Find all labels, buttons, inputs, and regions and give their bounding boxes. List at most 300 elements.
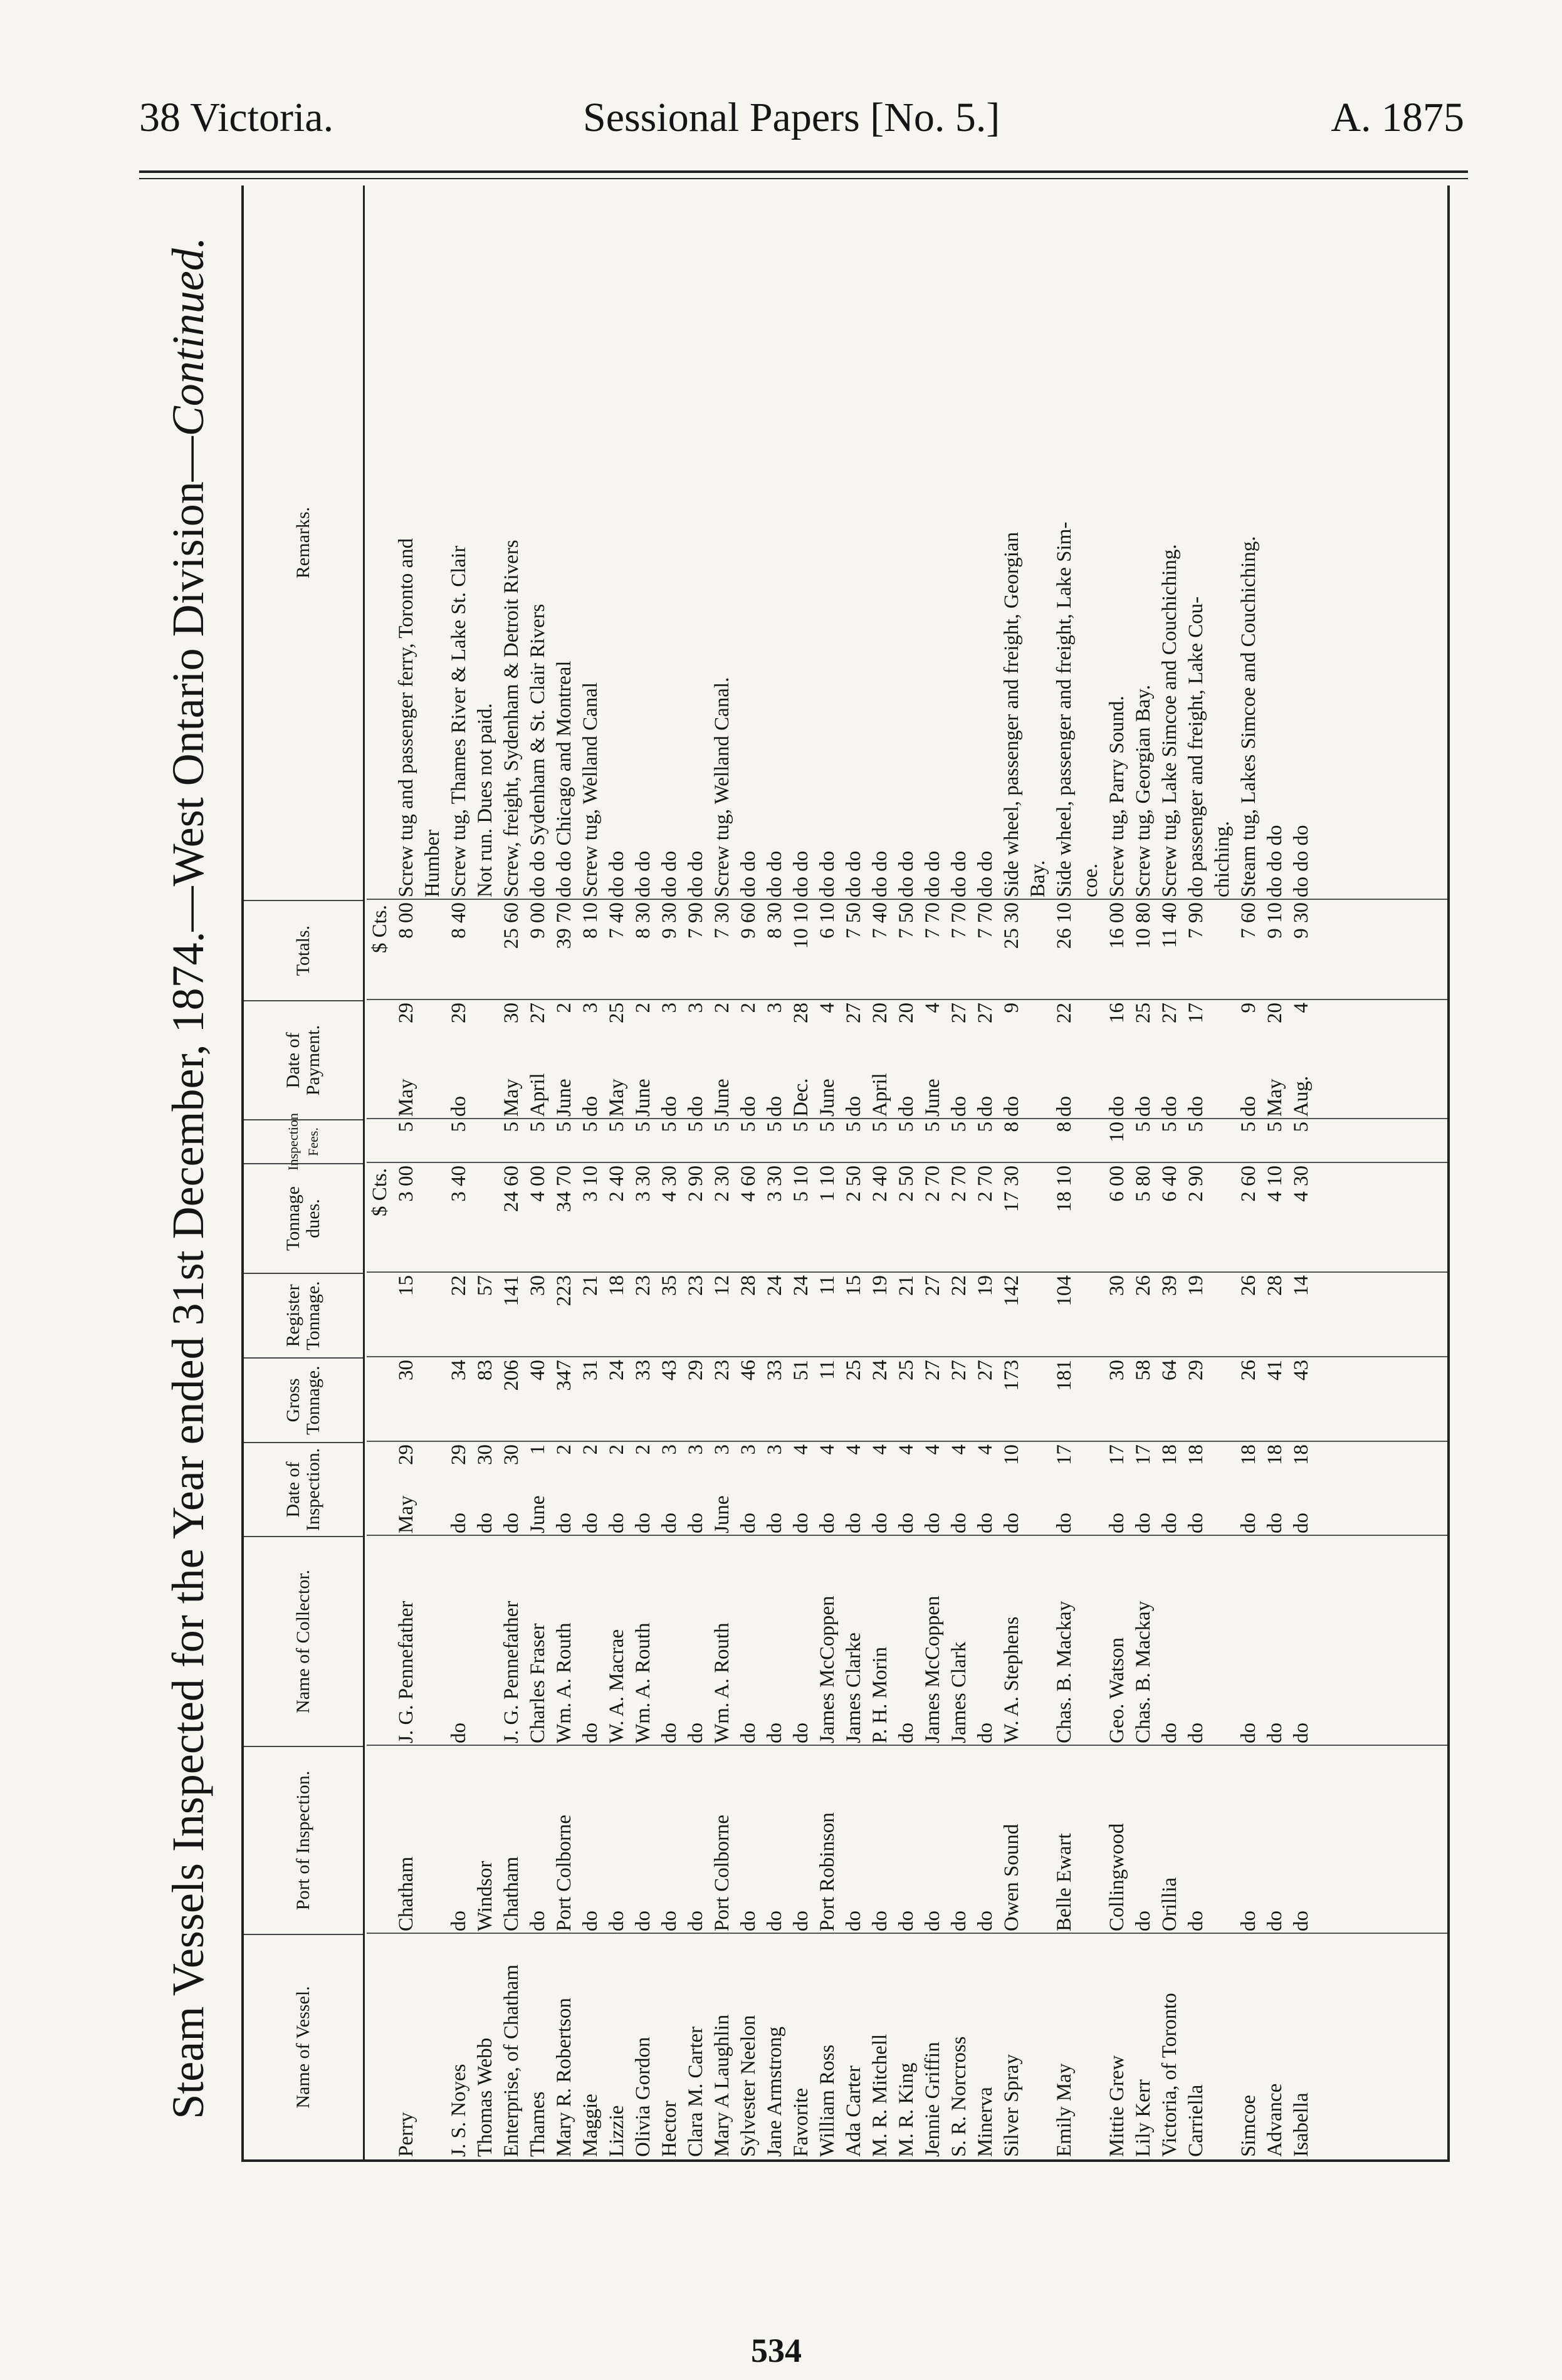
cell-pay-day: 2 [553, 1003, 575, 1013]
cell-insp-day: 17 [1132, 1444, 1155, 1465]
cell-pay-month: June [711, 1078, 733, 1117]
cell-dues: 5 10 [790, 1166, 812, 1202]
cell-collector: Charles Fraser [527, 1623, 549, 1743]
cell-pay-month: do [1000, 1096, 1023, 1117]
table-row [1025, 185, 1051, 2159]
cell-pay-day: 2 [737, 1003, 760, 1013]
col-register-tonnage: Register Tonnage. [244, 1273, 363, 1357]
cell-collector: J. G. Pennefather [500, 1600, 523, 1743]
cell-total: 7 30 [711, 902, 733, 939]
cell-collector: James Clarke [842, 1632, 865, 1743]
cell-total: 9 30 [1290, 902, 1313, 939]
cell-vessel: Mary R. Robertson [553, 1998, 575, 2157]
cell-port: do [1185, 1911, 1207, 1931]
cell-register: 19 [869, 1275, 891, 1296]
cell-insp-day: 2 [605, 1444, 628, 1455]
table-row [946, 185, 972, 2159]
cell-remarks: do do [974, 850, 997, 897]
cell-total: 7 40 [605, 902, 628, 939]
cell-remarks: do do [869, 850, 891, 897]
cell-total: 11 40 [1158, 902, 1181, 949]
cell-total: 8 30 [632, 902, 654, 939]
cell-fees: 5 [1158, 1122, 1181, 1132]
table-row [630, 185, 656, 2159]
cell-gross: 43 [658, 1360, 681, 1381]
cell-pay-month: April [527, 1073, 549, 1117]
cell-register: 26 [1132, 1275, 1155, 1296]
cell-collector: P. H. Morin [869, 1646, 891, 1743]
cell-vessel: William Ross [816, 2044, 839, 2157]
cell-register: 15 [842, 1275, 865, 1296]
cell-pay-day: 9 [1237, 1003, 1260, 1013]
cell-fees: 5 [579, 1122, 602, 1132]
cell-remarks: Screw tug, Welland Canal. [711, 677, 733, 897]
cell-dues: 2 30 [711, 1166, 733, 1202]
cell-insp-month: do [500, 1513, 523, 1533]
cell-vessel: Lily Kerr [1132, 2079, 1155, 2157]
cell-collector: do [790, 1723, 812, 1743]
cell-gross: 25 [895, 1360, 918, 1381]
cell-insp-month: do [448, 1513, 470, 1533]
cell-gross: 206 [500, 1360, 523, 1391]
table-row [419, 185, 446, 2159]
cell-vessel: Minerva [974, 2087, 997, 2157]
cell-total: 7 70 [948, 902, 970, 939]
cell-insp-month: do [842, 1513, 865, 1533]
cell-remarks: Side wheel, passenger and freight, Lake Sim- [1053, 521, 1076, 897]
cell-total: 9 30 [658, 902, 681, 939]
cell-insp-month: do [1264, 1513, 1286, 1533]
cell-register: 21 [895, 1275, 918, 1296]
cell-pay-month: June [632, 1078, 654, 1117]
cell-remarks: Humber [421, 829, 444, 897]
cell-gross: 33 [763, 1360, 786, 1381]
table-row [735, 185, 762, 2159]
cell-pay-day: 20 [895, 1003, 918, 1023]
cell-remarks: do do [790, 850, 812, 897]
cell-collector: Chas. B. Mackay [1053, 1600, 1076, 1743]
cell-register: 27 [921, 1275, 944, 1296]
cell-insp-month: do [1000, 1513, 1023, 1533]
cell-total: 7 90 [1185, 902, 1207, 939]
cell-port: do [527, 1911, 549, 1931]
table-row [1130, 185, 1156, 2159]
table-row [604, 185, 630, 2159]
cell-vessel: Thomas Webb [474, 2037, 496, 2157]
cell-pay-month: do [1132, 1096, 1155, 1117]
cell-collector: James Clark [948, 1641, 970, 1743]
cell-total: 16 00 [1106, 902, 1128, 949]
table-row [893, 185, 920, 2159]
cell-port: do [632, 1911, 654, 1931]
col-vessel-name: Name of Vessel. [244, 1934, 363, 2159]
cell-pay-month: do [1053, 1096, 1076, 1117]
cell-gross: 51 [790, 1360, 812, 1381]
cell-dues: 3 10 [579, 1166, 602, 1202]
cell-vessel: Clara M. Carter [684, 2026, 707, 2157]
cell-remarks: Side wheel, passenger and freight, Georgian [1000, 531, 1023, 897]
cell-port: Port Colborne [553, 1814, 575, 1931]
cell-dues: 2 70 [921, 1166, 944, 1202]
cell-remarks: Screw tug, Thames River & Lake St. Clair [448, 545, 470, 897]
cell-pay-day: 20 [1264, 1003, 1286, 1023]
cell-collector: do [1158, 1723, 1181, 1743]
cell-dues: 2 40 [869, 1166, 891, 1202]
cell-pay-month: do [1185, 1096, 1207, 1117]
cell-pay-month: do [448, 1096, 470, 1117]
cell-collector: James McCoppen [921, 1595, 944, 1743]
cell-pay-day: 28 [790, 1003, 812, 1023]
cell-gross: 25 [842, 1360, 865, 1381]
cell-dues: 2 90 [684, 1166, 707, 1202]
cell-register: 223 [553, 1275, 575, 1307]
cell-insp-day: 30 [500, 1444, 523, 1465]
cell-remarks: Screw tug, Welland Canal [579, 682, 602, 897]
table-row [1288, 185, 1314, 2159]
table-row [1077, 185, 1104, 2159]
cell-insp-month: do [895, 1513, 918, 1533]
cell-pay-day: 27 [948, 1003, 970, 1023]
cell-insp-month: do [1132, 1513, 1155, 1533]
table-title [141, 219, 235, 2137]
cell-dues: 6 40 [1158, 1166, 1181, 1202]
cell-total: 7 70 [974, 902, 997, 939]
cell-gross: 46 [737, 1360, 760, 1381]
cell-pay-day: 3 [763, 1003, 786, 1013]
cell-pay-month: June [921, 1078, 944, 1117]
cell-register: 18 [605, 1275, 628, 1296]
cell-gross: 11 [816, 1360, 839, 1380]
cell-fees: 5 [1132, 1122, 1155, 1132]
cell-insp-day: 2 [579, 1444, 602, 1455]
page-number: 534 [751, 2332, 802, 2369]
cell-gross: 41 [1264, 1360, 1286, 1381]
table-row [762, 185, 788, 2159]
cell-register: 24 [763, 1275, 786, 1296]
cell-fees: 5 [448, 1122, 470, 1132]
cell-gross: 24 [605, 1360, 628, 1381]
cell-gross: 40 [527, 1360, 549, 1381]
col-totals: Totals. [244, 900, 363, 1000]
cell-port: Belle Ewart [1053, 1833, 1076, 1931]
cell-port: do [737, 1911, 760, 1931]
cell-gross: 26 [1237, 1360, 1260, 1381]
cell-pay-month: do [842, 1096, 865, 1117]
cell-vessel: M. R. Mitchell [869, 2033, 891, 2157]
cell-insp-month: do [474, 1513, 496, 1533]
cell-fees: 5 [816, 1122, 839, 1132]
cell-dues: 3 00 [395, 1166, 417, 1202]
cell-remarks: coe. [1079, 863, 1102, 897]
cell-insp-month: do [632, 1513, 654, 1533]
cell-dues: 4 60 [737, 1166, 760, 1202]
cell-total: 25 30 [1000, 902, 1023, 949]
cell-gross: 23 [711, 1360, 733, 1381]
cell-remarks: do do Sydenham & St. Clair Rivers [527, 603, 549, 897]
table-title-continued: Continued. [163, 237, 213, 437]
cell-port: Collingwood [1106, 1823, 1128, 1931]
cell-insp-day: 18 [1158, 1444, 1181, 1465]
table-row [656, 185, 683, 2159]
cell-total: 6 10 [816, 902, 839, 939]
col-gross-tonnage: Gross Tonnage. [244, 1357, 363, 1442]
cell-dues: 6 00 [1106, 1166, 1128, 1202]
cell-register: 12 [711, 1275, 733, 1296]
cell-pay-month: do [974, 1096, 997, 1117]
cell-insp-month: June [711, 1495, 733, 1533]
table-title-main: Steam Vessels Inspected for the Year ended 31st December, 1874.—West Ontario Division— [163, 436, 213, 2119]
cell-register: 19 [1185, 1275, 1207, 1296]
cell-dues: 17 30 [1000, 1166, 1023, 1213]
cell-dues: 34 70 [553, 1166, 575, 1213]
cell-pay-day: 22 [1053, 1003, 1076, 1023]
cell-port: do [790, 1911, 812, 1931]
cell-port: do [869, 1911, 891, 1931]
cell-pay-month: do [1237, 1096, 1260, 1117]
cell-dues: 2 50 [842, 1166, 865, 1202]
cell-pay-month: do [658, 1096, 681, 1117]
cell-remarks: do do [737, 850, 760, 897]
cell-dues: 2 70 [974, 1166, 997, 1202]
cell-remarks: Screw tug, Lake Simcoe and Couchiching. [1158, 544, 1181, 897]
cell-port: do [1132, 1911, 1155, 1931]
cell-fees: 10 [1106, 1122, 1128, 1142]
cell-fees: 5 [869, 1122, 891, 1132]
cell-pay-day: 4 [921, 1003, 944, 1013]
cell-collector: do [684, 1723, 707, 1743]
cell-pay-day: 16 [1106, 1003, 1128, 1023]
cell-register: 21 [579, 1275, 602, 1296]
cell-vessel: Favorite [790, 2088, 812, 2157]
table-row [525, 185, 551, 2159]
cell-pay-day: 17 [1185, 1003, 1207, 1023]
cell-pay-month: do [948, 1096, 970, 1117]
cell-total: 7 50 [895, 902, 918, 939]
cell-insp-day: 3 [658, 1444, 681, 1455]
cell-pay-month: Dec. [790, 1078, 812, 1117]
cell-gross: 34 [448, 1360, 470, 1381]
cell-insp-month: do [974, 1513, 997, 1533]
cell-gross: 29 [1185, 1360, 1207, 1381]
cell-pay-day: 4 [1290, 1003, 1313, 1013]
cell-register: 22 [948, 1275, 970, 1296]
cell-pay-month: do [763, 1096, 786, 1117]
cell-insp-month: do [1106, 1513, 1128, 1533]
cell-insp-month: do [763, 1513, 786, 1533]
cell-gross: 43 [1290, 1360, 1313, 1381]
cell-pay-day: 27 [1158, 1003, 1181, 1023]
table-row [1104, 185, 1130, 2159]
cell-vessel: Carriella [1185, 2084, 1207, 2157]
cell-register: 28 [737, 1275, 760, 1296]
cell-gross: 64 [1158, 1360, 1181, 1381]
cell-total: 8 00 [395, 902, 417, 939]
cell-gross: 173 [1000, 1360, 1023, 1391]
cell-remarks: Screw tug, Parry Sound. [1106, 696, 1128, 897]
cell-pay-day: 20 [869, 1003, 891, 1023]
cell-pay-day: 9 [1000, 1003, 1023, 1013]
cell-remarks: do do [763, 850, 786, 897]
cell-collector: W. A. Macrae [605, 1629, 628, 1743]
cell-pay-day: 29 [448, 1003, 470, 1023]
cell-register: 141 [500, 1275, 523, 1307]
cell-register: 104 [1053, 1275, 1076, 1307]
table-row [1235, 185, 1262, 2159]
col-port: Port of Inspection. [244, 1746, 363, 1934]
table-header [244, 185, 365, 2159]
table-row [577, 185, 604, 2159]
cell-insp-day: 4 [790, 1444, 812, 1455]
cell-pay-month: April [869, 1073, 891, 1117]
cell-pay-month: June [816, 1078, 839, 1117]
cell-register: 23 [632, 1275, 654, 1296]
cell-vessel: Olivia Gordon [632, 2037, 654, 2157]
cell-gross: 181 [1053, 1360, 1076, 1391]
cell-fees: 5 [1264, 1122, 1286, 1132]
cell-port: do [921, 1911, 944, 1931]
cell-remarks: chiching. [1211, 821, 1234, 897]
header-volume: 38 Victoria. [139, 95, 334, 140]
table-row [1051, 185, 1077, 2159]
cell-insp-month: do [579, 1513, 602, 1533]
cell-insp-day: 2 [632, 1444, 654, 1455]
table-row [788, 185, 814, 2159]
cell-vessel: Silver Spray [1000, 2054, 1023, 2157]
cell-dues: 3 30 [632, 1166, 654, 1202]
cell-fees: 5 [1290, 1122, 1313, 1132]
cell-collector: Chas. B. Mackay [1132, 1600, 1155, 1743]
cell-vessel: M. R. King [895, 2062, 918, 2157]
cell-fees: 5 [553, 1122, 575, 1132]
cell-collector: do [1290, 1723, 1313, 1743]
cell-collector: Wm. A. Routh [553, 1622, 575, 1743]
table-row [472, 185, 498, 2159]
cell-fees: 5 [737, 1122, 760, 1132]
cell-collector: do [737, 1723, 760, 1743]
cell-vessel: Maggie [579, 2094, 602, 2157]
cell-insp-month: June [527, 1495, 549, 1533]
cell-vessel: J. S. Noyes [448, 2064, 470, 2157]
header-year: A. 1875 [1331, 95, 1464, 140]
cell-insp-day: 4 [948, 1444, 970, 1455]
cell-fees: 5 [974, 1122, 997, 1132]
cell-vessel: Jennie Griffin [921, 2042, 944, 2157]
cell-insp-day: 3 [711, 1444, 733, 1455]
table-row [498, 185, 525, 2159]
cell-dues: 4 00 [527, 1166, 549, 1202]
cell-total: 7 40 [869, 902, 891, 939]
cell-gross: 58 [1132, 1360, 1155, 1381]
cell-remarks: do do [658, 850, 681, 897]
cell-insp-day: 4 [869, 1444, 891, 1455]
cell-total: 7 70 [921, 902, 944, 939]
cell-remarks: Screw tug and passenger ferry, Toronto and [395, 538, 417, 897]
cell-dues: 18 10 [1053, 1166, 1076, 1213]
cell-port: do [763, 1911, 786, 1931]
cell-register: 24 [790, 1275, 812, 1296]
cell-register: 14 [1290, 1275, 1313, 1296]
cell-vessel: Victoria, of Toronto [1158, 1993, 1181, 2157]
cell-port: do [658, 1911, 681, 1931]
cell-insp-month: do [1237, 1513, 1260, 1533]
col-remarks: Remarks. [293, 506, 313, 579]
table-row [841, 185, 867, 2159]
cell-collector: do [895, 1723, 918, 1743]
cell-vessel: Thames [527, 2091, 549, 2157]
cell-pay-month: do [1158, 1096, 1181, 1117]
cell-remarks: do do [921, 850, 944, 897]
cell-vessel: Emily May [1053, 2063, 1076, 2157]
cell-fees: 5 [790, 1122, 812, 1132]
cell-insp-month: do [737, 1513, 760, 1533]
cell-insp-month: do [790, 1513, 812, 1533]
cell-insp-day: 2 [553, 1444, 575, 1455]
cell-total: 9 00 [527, 902, 549, 939]
cell-collector: James McCoppen [816, 1595, 839, 1743]
cell-total: 9 10 [1264, 902, 1286, 939]
table-row [709, 185, 735, 2159]
cell-vessel: Ada Carter [842, 2065, 865, 2157]
cell-collector: Wm. A. Routh [711, 1622, 733, 1743]
cell-remarks: do do [816, 850, 839, 897]
cell-collector: Wm. A. Routh [632, 1622, 654, 1743]
cell-dues: 3 30 [763, 1166, 786, 1202]
cell-insp-day: 30 [474, 1444, 496, 1465]
table-row [920, 185, 946, 2159]
cell-port: do [842, 1911, 865, 1931]
cell-port: Chatham [500, 1856, 523, 1931]
table-row [446, 185, 472, 2159]
cell-collector: do [658, 1723, 681, 1743]
cell-vessel: Perry [395, 2112, 417, 2157]
cell-port: do [579, 1911, 602, 1931]
header-sessional-papers: Sessional Papers [No. 5.] [583, 95, 1000, 140]
table-row [999, 185, 1025, 2159]
cell-pay-month: do [737, 1096, 760, 1117]
cell-fees: 5 [395, 1122, 417, 1132]
rotated-table-region [141, 188, 1451, 2162]
cell-remarks: do do [605, 850, 628, 897]
cell-gross: 33 [632, 1360, 654, 1381]
cell-dues: 1 10 [816, 1166, 839, 1202]
cell-fees: 5 [842, 1122, 865, 1132]
cell-port: do [895, 1911, 918, 1931]
table-row [1156, 185, 1183, 2159]
table-row [551, 185, 577, 2159]
cell-register: 26 [1237, 1275, 1260, 1296]
cell-register: 35 [658, 1275, 681, 1296]
cell-fees: 5 [1185, 1122, 1207, 1132]
cell-port: Port Robinson [816, 1812, 839, 1931]
cell-register: 30 [527, 1275, 549, 1296]
col-inspection-date: Date of Inspection. [244, 1442, 363, 1536]
cell-insp-day: 4 [816, 1444, 839, 1455]
cell-port: do [1264, 1911, 1286, 1931]
table-row [683, 185, 709, 2159]
cell-remarks: do do do [1290, 825, 1313, 897]
cell-pay-day: 27 [842, 1003, 865, 1023]
cell-port: Orillia [1158, 1877, 1181, 1931]
cell-fees: 5 [658, 1122, 681, 1132]
cell-fees: 5 [632, 1122, 654, 1132]
cell-vessel: Mary A Laughlin [711, 2014, 733, 2157]
cell-register: 57 [474, 1275, 496, 1296]
cell-collector: do [1237, 1723, 1260, 1743]
cell-insp-day: 3 [763, 1444, 786, 1455]
cell-port: Port Colborne [711, 1814, 733, 1931]
cell-pay-day: 2 [711, 1003, 733, 1013]
cell-dues: 2 70 [948, 1166, 970, 1202]
